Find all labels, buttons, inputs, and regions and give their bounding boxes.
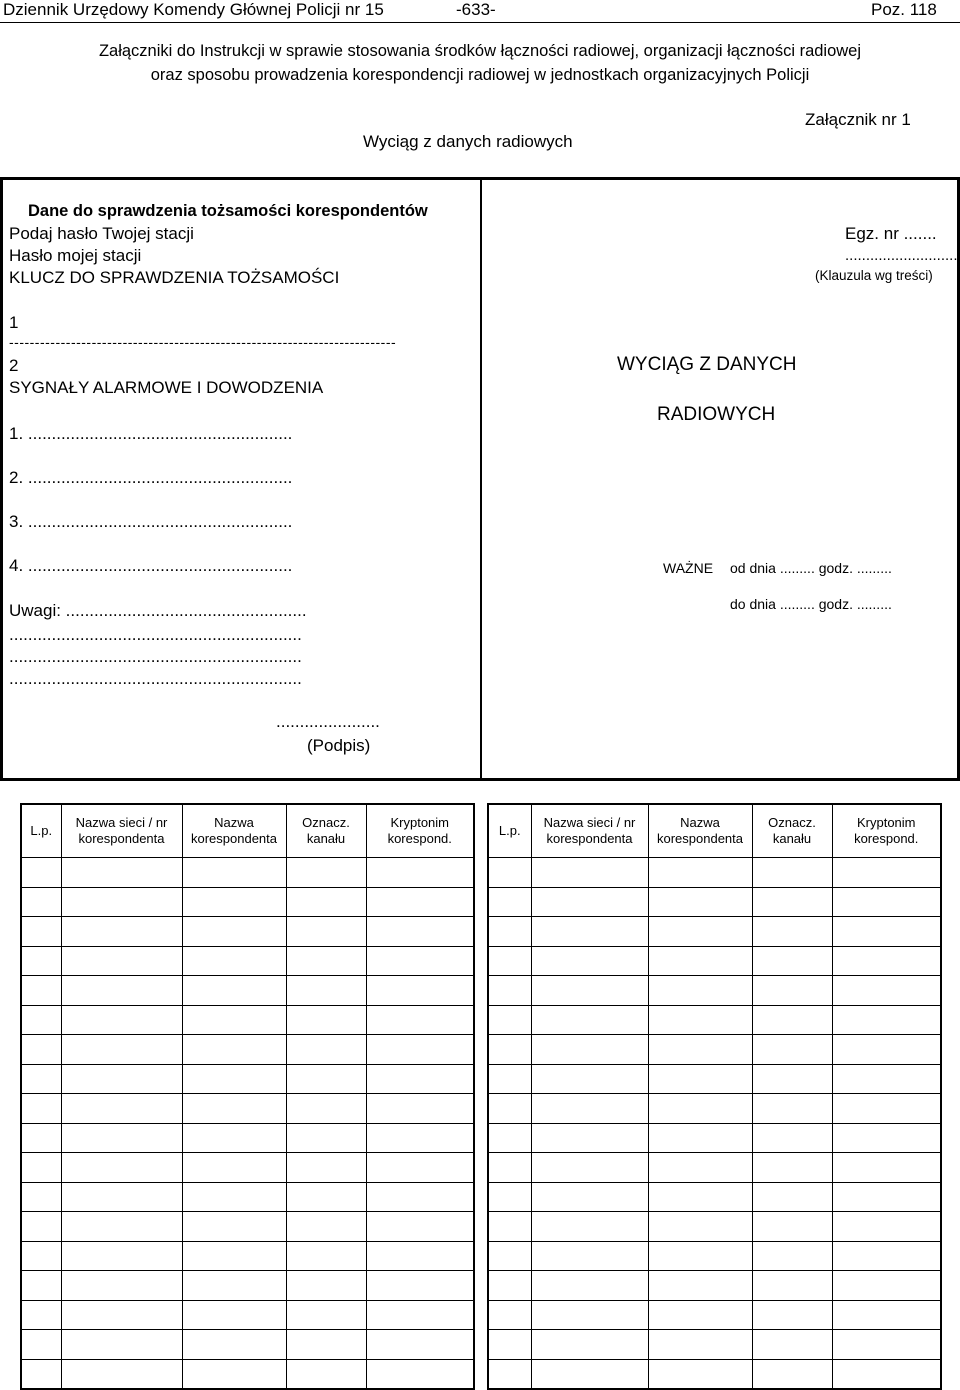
table-cell[interactable]: [286, 887, 366, 917]
table-cell[interactable]: [531, 1123, 648, 1153]
table-cell[interactable]: [488, 1330, 531, 1360]
table-cell[interactable]: [488, 976, 531, 1006]
table-row: [21, 1153, 474, 1183]
table-row: [21, 1094, 474, 1124]
table-cell[interactable]: [488, 887, 531, 917]
table-cell[interactable]: [752, 1064, 832, 1094]
table-cell[interactable]: [366, 858, 474, 888]
table-cell[interactable]: [21, 1153, 61, 1183]
table-row: [21, 1005, 474, 1035]
table-cell[interactable]: [286, 1300, 366, 1330]
table-cell[interactable]: [648, 1094, 752, 1124]
table-cell[interactable]: [286, 946, 366, 976]
table-cell[interactable]: [286, 1035, 366, 1065]
table-cell[interactable]: [648, 1153, 752, 1183]
table-row: [488, 1300, 941, 1330]
table-cell[interactable]: [531, 858, 648, 888]
col-header-name: Nazwa korespondenta: [648, 804, 752, 858]
table-cell[interactable]: [832, 1182, 941, 1212]
table-header-row: [21, 804, 474, 858]
table-cell[interactable]: [21, 1035, 61, 1065]
table-cell[interactable]: [182, 946, 286, 976]
table-cell[interactable]: [286, 1359, 366, 1389]
own-password-line: Hasło mojej stacji: [9, 246, 142, 265]
table-cell[interactable]: [366, 887, 474, 917]
col-header-network: Nazwa sieci / nr korespondenta: [61, 804, 182, 858]
alarm-item-2: 2. ........................................................: [9, 468, 293, 487]
table-row: [488, 1182, 941, 1212]
table-cell[interactable]: [531, 917, 648, 947]
table-row: [21, 887, 474, 917]
table-cell[interactable]: [286, 1212, 366, 1242]
table-cell[interactable]: [366, 1094, 474, 1124]
table-cell[interactable]: [182, 1241, 286, 1271]
table-row: [21, 1359, 474, 1389]
table-row: [21, 1182, 474, 1212]
table-cell[interactable]: [752, 1182, 832, 1212]
table-cell[interactable]: [21, 976, 61, 1006]
table-cell[interactable]: [61, 1005, 182, 1035]
table-cell[interactable]: [752, 1300, 832, 1330]
table-cell[interactable]: [61, 1123, 182, 1153]
table-cell[interactable]: [832, 1330, 941, 1360]
table-cell[interactable]: [832, 887, 941, 917]
correspondents-table-right: [487, 803, 942, 1390]
table-cell[interactable]: [366, 1182, 474, 1212]
table-row: [488, 917, 941, 947]
table-cell[interactable]: [61, 976, 182, 1006]
table-cell[interactable]: [366, 1241, 474, 1271]
table-cell[interactable]: [366, 1035, 474, 1065]
table-cell[interactable]: [752, 858, 832, 888]
table-cell[interactable]: [531, 1035, 648, 1065]
table-cell[interactable]: [61, 887, 182, 917]
remarks-line-2: ..............................................................: [9, 625, 302, 644]
table-cell[interactable]: [366, 1123, 474, 1153]
table-cell[interactable]: [61, 1035, 182, 1065]
table-cell[interactable]: [366, 1005, 474, 1035]
table-cell[interactable]: [366, 1359, 474, 1389]
table-cell[interactable]: [832, 1094, 941, 1124]
table-cell[interactable]: [182, 1212, 286, 1242]
table-cell[interactable]: [648, 1300, 752, 1330]
table-cell[interactable]: [648, 1123, 752, 1153]
table-cell[interactable]: [648, 1005, 752, 1035]
table-cell[interactable]: [21, 1064, 61, 1094]
table-header-row: [488, 804, 941, 858]
table-cell[interactable]: [286, 1123, 366, 1153]
signature-label: (Podpis): [307, 736, 371, 755]
table-cell[interactable]: [531, 1094, 648, 1124]
table-cell[interactable]: [648, 1064, 752, 1094]
table-cell[interactable]: [488, 1271, 531, 1301]
table-cell[interactable]: [182, 1035, 286, 1065]
table-cell[interactable]: [61, 917, 182, 947]
table-cell[interactable]: [366, 946, 474, 976]
table-cell[interactable]: [488, 1300, 531, 1330]
table-row: [488, 887, 941, 917]
alarm-signals-title: SYGNAŁY ALARMOWE I DOWODZENIA: [9, 378, 324, 397]
key-2: 2: [9, 356, 19, 375]
table-row: [488, 976, 941, 1006]
table-cell[interactable]: [531, 887, 648, 917]
correspondents-table-left: [20, 803, 475, 1390]
table-cell[interactable]: [752, 946, 832, 976]
table-cell[interactable]: [182, 1123, 286, 1153]
table-cell[interactable]: [752, 1035, 832, 1065]
table-cell[interactable]: [752, 1241, 832, 1271]
table-cell[interactable]: [531, 1241, 648, 1271]
table-cell[interactable]: [61, 858, 182, 888]
table-cell[interactable]: [488, 1182, 531, 1212]
table-cell[interactable]: [61, 1153, 182, 1183]
table-cell[interactable]: [531, 1212, 648, 1242]
table-row: [488, 1271, 941, 1301]
table-cell[interactable]: [752, 1123, 832, 1153]
table-cell[interactable]: [832, 1005, 941, 1035]
table-cell[interactable]: [182, 1005, 286, 1035]
table-cell[interactable]: [286, 917, 366, 947]
header-left: Dziennik Urzędowy Komendy Głównej Policji nr 15: [3, 0, 384, 19]
table-cell[interactable]: [752, 1153, 832, 1183]
table-cell[interactable]: [531, 1064, 648, 1094]
table-cell[interactable]: [648, 1359, 752, 1389]
alarm-item-4: 4. ........................................................: [9, 556, 293, 575]
clause-dots: ...........................: [845, 247, 958, 264]
table-cell[interactable]: [61, 1359, 182, 1389]
table-cell[interactable]: [488, 1064, 531, 1094]
table-cell[interactable]: [832, 858, 941, 888]
table-cell[interactable]: [182, 1182, 286, 1212]
table-cell[interactable]: [648, 1182, 752, 1212]
col-header-lp: L.p.: [21, 804, 61, 858]
annex-subtitle: Wyciąg z danych radiowych: [363, 132, 573, 151]
table-cell[interactable]: [488, 946, 531, 976]
clause-label: (Klauzula wg treści): [815, 268, 933, 283]
table-cell[interactable]: [61, 1064, 182, 1094]
table-cell[interactable]: [531, 1359, 648, 1389]
table-cell[interactable]: [832, 1064, 941, 1094]
table-cell[interactable]: [21, 1241, 61, 1271]
table-cell[interactable]: [61, 946, 182, 976]
table-cell[interactable]: [648, 1035, 752, 1065]
table-cell[interactable]: [21, 1094, 61, 1124]
valid-to: do dnia ......... godz. .........: [730, 596, 892, 612]
table-cell[interactable]: [488, 858, 531, 888]
signature-dots: ......................: [276, 712, 380, 731]
table-cell[interactable]: [488, 1153, 531, 1183]
table-cell[interactable]: [531, 1300, 648, 1330]
document-heading-line2: oraz sposobu prowadzenia korespondencji radiowej w jednostkach organizacyjnych Policji: [150, 66, 810, 84]
table-cell[interactable]: [648, 887, 752, 917]
table-row: [488, 1005, 941, 1035]
table-cell[interactable]: [21, 1182, 61, 1212]
table-cell[interactable]: [648, 976, 752, 1006]
table-cell[interactable]: [21, 887, 61, 917]
extract-title-line2: RADIOWYCH: [657, 404, 776, 425]
table-cell[interactable]: [531, 976, 648, 1006]
table-cell[interactable]: [752, 917, 832, 947]
table-cell[interactable]: [488, 1094, 531, 1124]
alarm-item-3: 3. ........................................................: [9, 512, 293, 531]
table-row: [21, 917, 474, 947]
table-row: [488, 858, 941, 888]
table-cell[interactable]: [531, 1182, 648, 1212]
table-cell[interactable]: [832, 1035, 941, 1065]
table-cell[interactable]: [61, 1182, 182, 1212]
document-heading-line1: Załączniki do Instrukcji w sprawie stosowania środków łączności radiowej, organizacji łączności radiowej: [98, 42, 862, 60]
table-cell[interactable]: [182, 1330, 286, 1360]
identity-key-line: KLUCZ DO SPRAWDZENIA TOŻSAMOŚCI: [9, 268, 340, 287]
table-cell[interactable]: [488, 1212, 531, 1242]
table-cell[interactable]: [488, 1123, 531, 1153]
table-cell[interactable]: [531, 1005, 648, 1035]
table-cell[interactable]: [488, 1359, 531, 1389]
table-row: [21, 1035, 474, 1065]
header-rule: [0, 22, 960, 23]
table-cell[interactable]: [182, 1153, 286, 1183]
table-cell[interactable]: [21, 1123, 61, 1153]
table-cell[interactable]: [21, 946, 61, 976]
remarks-label: Uwagi: ...................................................: [9, 601, 307, 620]
table-cell[interactable]: [648, 917, 752, 947]
table-cell[interactable]: [286, 1064, 366, 1094]
table-cell[interactable]: [832, 1153, 941, 1183]
password-request-line: Podaj hasło Twojej stacji: [9, 224, 194, 243]
table-cell[interactable]: [286, 976, 366, 1006]
table-cell[interactable]: [366, 1212, 474, 1242]
table-cell[interactable]: [21, 1359, 61, 1389]
copy-number: Egz. nr .......: [845, 224, 937, 243]
table-cell[interactable]: [832, 917, 941, 947]
table-cell[interactable]: [286, 1330, 366, 1360]
table-cell[interactable]: [182, 976, 286, 1006]
key-1: 1: [9, 313, 19, 332]
table-row: [488, 1123, 941, 1153]
table-cell[interactable]: [366, 1064, 474, 1094]
table-row: [21, 858, 474, 888]
table-row: [488, 1241, 941, 1271]
table-row: [488, 1359, 941, 1389]
table-cell[interactable]: [182, 1064, 286, 1094]
table-cell[interactable]: [182, 1300, 286, 1330]
table-cell[interactable]: [488, 917, 531, 947]
table-cell[interactable]: [21, 1330, 61, 1360]
remarks-line-3: ..............................................................: [9, 647, 302, 666]
table-cell[interactable]: [832, 1241, 941, 1271]
table-row: [488, 1064, 941, 1094]
table-cell[interactable]: [286, 1241, 366, 1271]
table-cell[interactable]: [286, 1005, 366, 1035]
table-cell[interactable]: [21, 858, 61, 888]
table-cell[interactable]: [832, 946, 941, 976]
table-row: [21, 1241, 474, 1271]
table-cell[interactable]: [752, 1094, 832, 1124]
extract-title-line1: WYCIĄG Z DANYCH: [617, 354, 797, 375]
table-cell[interactable]: [21, 1005, 61, 1035]
table-cell[interactable]: [366, 1300, 474, 1330]
table-cell[interactable]: [286, 1094, 366, 1124]
table-cell[interactable]: [832, 1300, 941, 1330]
table-cell[interactable]: [531, 946, 648, 976]
table-cell[interactable]: [21, 1212, 61, 1242]
table-cell[interactable]: [21, 1271, 61, 1301]
table-cell[interactable]: [832, 1123, 941, 1153]
table-cell[interactable]: [488, 1035, 531, 1065]
alarm-item-1: 1. ........................................................: [9, 424, 293, 443]
form-divider: [480, 177, 482, 781]
table-cell[interactable]: [286, 1153, 366, 1183]
table-cell[interactable]: [752, 976, 832, 1006]
table-cell[interactable]: [286, 1271, 366, 1301]
table-cell[interactable]: [531, 1330, 648, 1360]
table-cell[interactable]: [531, 1153, 648, 1183]
col-header-name: Nazwa korespondenta: [182, 804, 286, 858]
table-row: [488, 1330, 941, 1360]
table-cell[interactable]: [61, 1241, 182, 1271]
table-row: [21, 1300, 474, 1330]
header-position: Poz. 118: [871, 0, 937, 19]
key-separator: ---------------------------------------------------------------------------: [9, 334, 397, 350]
table-cell[interactable]: [61, 1094, 182, 1124]
table-row: [21, 1064, 474, 1094]
table-cell[interactable]: [648, 1271, 752, 1301]
table-cell[interactable]: [61, 1330, 182, 1360]
header-page-number: -633-: [456, 0, 496, 19]
table-cell[interactable]: [752, 1271, 832, 1301]
table-cell[interactable]: [488, 1005, 531, 1035]
table-cell[interactable]: [488, 1241, 531, 1271]
table-cell[interactable]: [182, 917, 286, 947]
table-cell[interactable]: [21, 1300, 61, 1330]
table-row: [21, 1123, 474, 1153]
table-cell[interactable]: [366, 1330, 474, 1360]
table-cell[interactable]: [61, 1271, 182, 1301]
table-row: [488, 1153, 941, 1183]
table-cell[interactable]: [366, 1153, 474, 1183]
table-cell[interactable]: [752, 1330, 832, 1360]
table-cell[interactable]: [832, 1212, 941, 1242]
table-cell[interactable]: [21, 917, 61, 947]
table-cell[interactable]: [752, 1005, 832, 1035]
table-row: [488, 1035, 941, 1065]
table-cell[interactable]: [752, 1212, 832, 1242]
valid-from: od dnia ......... godz. .........: [730, 560, 892, 576]
table-cell[interactable]: [182, 887, 286, 917]
table-cell[interactable]: [286, 858, 366, 888]
col-header-channel: Oznacz. kanału: [752, 804, 832, 858]
table-cell[interactable]: [531, 1271, 648, 1301]
table-cell[interactable]: [182, 1094, 286, 1124]
table-row: [21, 1330, 474, 1360]
table-cell[interactable]: [832, 1271, 941, 1301]
table-cell[interactable]: [366, 976, 474, 1006]
table-cell[interactable]: [648, 1330, 752, 1360]
col-header-codename: Kryptonim korespond.: [832, 804, 941, 858]
table-cell[interactable]: [648, 1241, 752, 1271]
table-cell[interactable]: [61, 1300, 182, 1330]
table-row: [488, 1212, 941, 1242]
table-row: [21, 1212, 474, 1242]
table-cell[interactable]: [182, 1359, 286, 1389]
table-cell[interactable]: [182, 858, 286, 888]
table-cell[interactable]: [286, 1182, 366, 1212]
col-header-network: Nazwa sieci / nr korespondenta: [531, 804, 648, 858]
identity-check-title: Dane do sprawdzenia tożsamości korespondentów: [28, 202, 428, 220]
valid-label: WAŻNE: [663, 560, 714, 576]
table-cell[interactable]: [61, 1212, 182, 1242]
table-cell[interactable]: [752, 1359, 832, 1389]
col-header-lp: L.p.: [488, 804, 531, 858]
col-header-codename: Kryptonim korespond.: [366, 804, 474, 858]
table-cell[interactable]: [832, 1359, 941, 1389]
table-row: [21, 1271, 474, 1301]
annex-number: Załącznik nr 1: [805, 110, 911, 129]
table-cell[interactable]: [648, 858, 752, 888]
col-header-channel: Oznacz. kanału: [286, 804, 366, 858]
table-row: [21, 946, 474, 976]
remarks-line-4: ..............................................................: [9, 669, 302, 688]
table-row: [488, 946, 941, 976]
table-cell[interactable]: [366, 917, 474, 947]
table-cell[interactable]: [832, 976, 941, 1006]
table-row: [488, 1094, 941, 1124]
table-cell[interactable]: [648, 946, 752, 976]
table-cell[interactable]: [648, 1212, 752, 1242]
table-row: [21, 976, 474, 1006]
table-cell[interactable]: [752, 887, 832, 917]
table-cell[interactable]: [366, 1271, 474, 1301]
table-cell[interactable]: [182, 1271, 286, 1301]
